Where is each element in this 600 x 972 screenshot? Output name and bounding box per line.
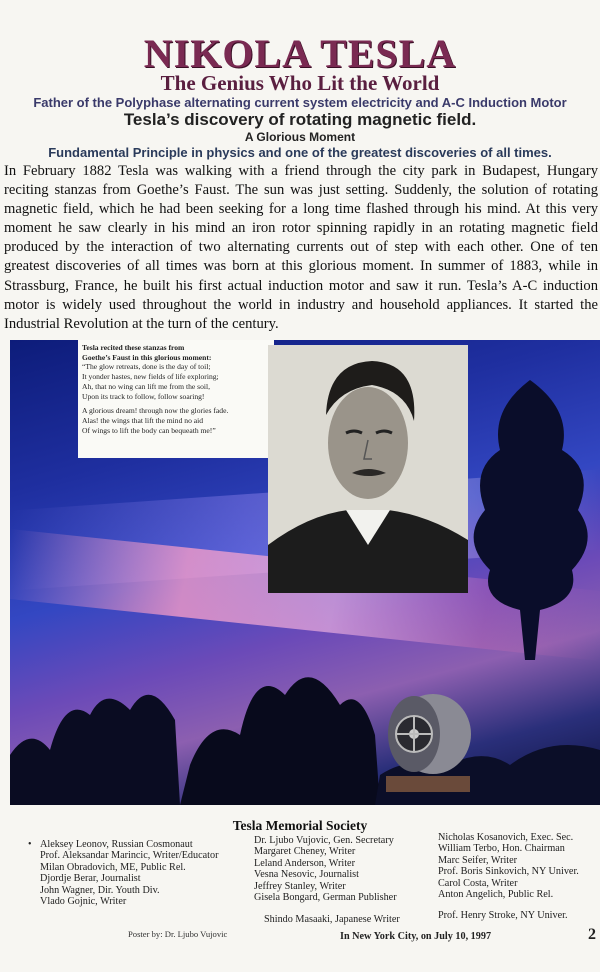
member-name: Marc Seifer, Writer	[438, 854, 518, 866]
member-name: John Wagner, Dir. Youth Div.	[40, 884, 160, 896]
member-name: Margaret Cheney, Writer	[254, 846, 356, 858]
members-column-2	[254, 835, 397, 903]
page-number: 2	[588, 926, 596, 943]
poem-line: Of wings to lift the body can bequeath me!”	[82, 425, 216, 435]
member-name: Carol Costa, Writer	[438, 877, 518, 889]
page-title: NIKOLA TESLA	[143, 31, 457, 76]
member-name: Prof. Boris Sinkovich, NY Univer.	[438, 866, 579, 878]
poem-heading: Goethe’s Faust in this glorious moment:	[82, 352, 212, 362]
members-column-3	[438, 832, 579, 900]
member-name: Gisela Bongard, German Publisher	[254, 892, 397, 904]
portrait-drawing	[268, 345, 468, 593]
dateline: In New York City, on July 10, 1997	[340, 931, 492, 942]
member-name: Anton Angelich, Public Rel.	[438, 889, 554, 901]
member-name: Prof. Aleksandar Marincic, Writer/Educator	[40, 850, 219, 862]
poem-line: Upon its track to follow, follow soaring!	[82, 391, 205, 401]
member-name: Vlado Gojnic, Writer	[40, 896, 127, 908]
tagline-principle: Fundamental Principle in physics and one of the greatest discoveries of all times.	[48, 145, 552, 160]
member-name: Vesna Nesovic, Journalist	[254, 869, 359, 881]
page-subtitle: The Genius Who Lit the World	[160, 71, 440, 95]
story-paragraph: In February 1882 Tesla was walking with a friend through the city park in Budapest, Hungary reciting stanzas from Goethe’s Faust. The sun was just setting. Suddenly, the solution of rotating magnetic field, which he had been seeking for a long time flashed through his mind. At this very moment he saw clearly in his mind an iron rotor spinning rapidly in an rotating magnetic field produced by the interaction of two alternating currents out of step with each other. One of ten greatest discoveries of all times was born at this glorious moment. In summer of 1883, while in Strassburg, France, he built his first actual induction motor and saw it run. Tesla’s A-C induction motor is widely used throughout the world in industry and household appliances. It started the Industrial Revolution at the turn of the century.	[4, 163, 598, 332]
poem-line: “The glow retreats, done is the day of toil;	[82, 362, 211, 372]
poster-credit: Poster by: Dr. Ljubo Vujovic	[128, 929, 228, 939]
poem-line: It yonder hastes, new fields of life exploring;	[82, 372, 219, 382]
member-name: Leland Anderson, Writer	[254, 857, 355, 869]
member-name: William Terbo, Hon. Chairman	[438, 843, 565, 855]
poem-heading: Tesla recited these stanzas from	[82, 343, 185, 352]
poem-box	[78, 340, 274, 458]
member-name: Djordje Berar, Journalist	[40, 873, 141, 885]
induction-motor-image	[378, 684, 478, 796]
members-column-1	[40, 839, 218, 907]
member-name: Jeffrey Stanley, Writer	[254, 880, 346, 892]
member-name: Milan Obradovich, ME, Public Rel.	[40, 861, 186, 873]
tree-silhouettes	[10, 655, 600, 805]
member-name: Shindo Masaaki, Japanese Writer	[264, 914, 400, 925]
tesla-portrait	[268, 345, 468, 593]
poem-line: A glorious dream! through now the glories fade.	[82, 406, 229, 416]
tagline-glorious-moment: A Glorious Moment	[244, 130, 356, 144]
society-title: Tesla Memorial Society	[232, 818, 368, 833]
tall-tree-silhouette	[460, 380, 600, 660]
motor-drawing	[378, 684, 478, 796]
member-name: Prof. Henry Stroke, NY Univer.	[438, 910, 568, 921]
member-name: Dr. Ljubo Vujovic, Gen. Secretary	[254, 835, 394, 846]
poem-line: Ah, that no wing can lift me from the soil,	[82, 381, 211, 391]
member-name: Aleksey Leonov, Russian Cosmonaut	[40, 839, 193, 850]
bullet-icon: •	[28, 839, 32, 850]
tagline-father: Father of the Polyphase alternating current system electricity and A-C Induction Motor	[33, 95, 567, 110]
tagline-discovery: Tesla’s discovery of rotating magnetic field.	[123, 110, 477, 129]
poem-line: Alas! the wings that lift the mind no aid	[82, 415, 204, 425]
member-name: Nicholas Kosanovich, Exec. Sec.	[438, 832, 574, 843]
